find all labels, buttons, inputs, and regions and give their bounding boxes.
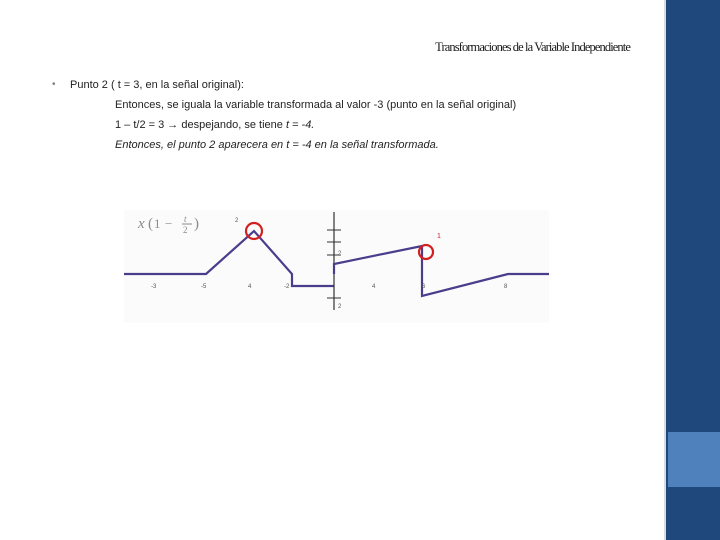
tick-left-2: -5: [201, 284, 207, 290]
arrow-icon: →: [167, 119, 179, 131]
equation-line: [115, 116, 314, 134]
point-heading: Punto 2 ( t = 3, en la señal original):: [70, 79, 244, 91]
fraction-denominator: 2: [183, 225, 188, 235]
y-tick-label-upper: 2: [338, 251, 342, 257]
tick-left-4: -2: [284, 284, 290, 290]
tick-right-1: 4: [372, 284, 376, 290]
peak-label: 2: [235, 218, 239, 224]
paren-close: ): [194, 216, 199, 232]
y-tick-label-lower: 2: [338, 304, 342, 310]
paren-open: (: [148, 216, 153, 232]
minus-sign: −: [165, 216, 173, 231]
right-signal-curve: [334, 246, 549, 296]
tick-left-1: -3: [151, 284, 157, 290]
conclusion-line: Entonces, el punto 2 aparecera en t = -4 en la señal transformada.: [115, 139, 439, 151]
slide-title: Transformaciones de la Variable Independiente: [435, 40, 630, 54]
equation-result: t = -4.: [285, 119, 315, 131]
equation-text: despejando, se tiene: [178, 119, 286, 131]
tick-right-3: 8: [504, 284, 508, 290]
function-label: x: [138, 216, 145, 232]
signal-figure: [124, 210, 549, 323]
left-signal-curve: [124, 231, 334, 286]
equation: 1 – t/2 = 3: [115, 119, 168, 131]
fraction-numerator: t: [184, 214, 187, 224]
side-panel-accent: [668, 432, 720, 487]
one-label: 1: [154, 216, 161, 231]
marker-label: 1: [437, 233, 441, 240]
tick-right-2: 6: [422, 284, 426, 290]
explanation-line-1: Entonces, se iguala la variable transformada al valor -3 (punto en la señal original): [115, 99, 517, 111]
signal-plot: [124, 210, 549, 323]
tick-left-3: 4: [248, 284, 252, 290]
bullet-marker: •: [52, 79, 56, 90]
